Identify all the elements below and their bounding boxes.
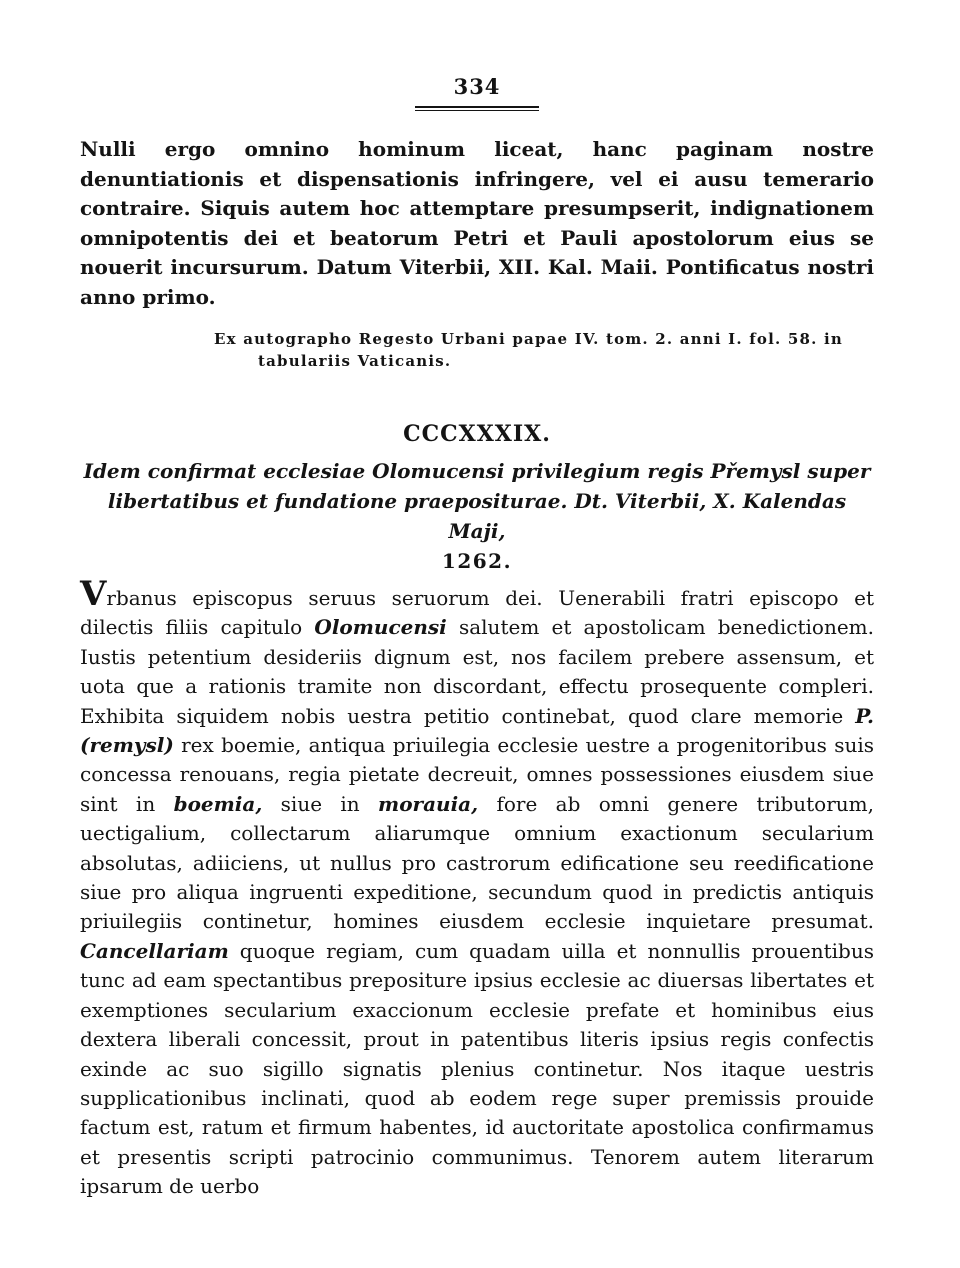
body-italic-cancellariam: Cancellariam [80, 938, 229, 963]
page-number: 334 [453, 74, 501, 99]
summary-year: 1262. [441, 549, 513, 573]
summary-text: Idem confirmat ecclesiae Olomucensi privilegium regis Přemysl super libertatibus et fundatione praepositurae. Dt. Viterbii, X. Kalendas Maji, [83, 459, 871, 543]
opening-paragraph: Nulli ergo omnino hominum liceat, hanc paginam nostre denuntiationis et dispensationis infringere, vel ei ausu temerario contraire. Siquis autem hoc attemptare presumpserit, indignationem omnipotentis dei et beatorum Petri et Pauli apostolorum eius se nouerit incursurum. Datum Viterbii, XII. Kal. Maii. Pontificatus nostri anno primo. [80, 137, 874, 309]
source-note-line1: Ex autographo Regesto Urbani papae IV. tom. 2. anni I. fol. 58. in [214, 330, 843, 348]
body-part1: rbanus episcopus seruus seruorum dei. Uenerabili fratri episcopo et dilectis filiis capitulo [80, 586, 874, 640]
body-part5: fore ab omni genere tributorum, uectigalium, collectarum aliarumque omnium exactionum secularium absolutas, adiiciens, ut nullus pro castrorum edificatione seu reedificatione siue pro aliqua ingruenti expeditione, secundum quod in predictis antiquis priuilegiis continetur, homines eiusdem ecclesie inquietare presumat. [80, 791, 874, 934]
page [80, 72, 874, 1222]
body-part4: siue in [262, 791, 379, 816]
body-italic-olomucensi: Olomucensi [314, 615, 447, 640]
source-note [214, 328, 876, 372]
dropcap: V [80, 574, 107, 614]
body-italic-morauia: morauia, [378, 791, 479, 816]
body-italic-boemia: boemia, [173, 791, 263, 816]
body-part2: salutem et apostolicam benedictionem. Iustis petentium desideriis dignum est, nos facilem prebere assensum, et uota que a rationis tramite non discordant, effectu prosequente compleri. Exhibita siquidem nobis uestra petitio continebat, quod clare memorie [80, 615, 875, 728]
body-part6: quoque regiam, cum quadam uilla et nonnullis prouentibus tunc ad eam spectantibus prepositure ipsius ecclesie ac diuersas libertates et exemptiones secularium exaccionum ecclesie prefate et hominibus eius dextera liberali concessit, prout in patentibus literis ipsius regis confectis exinde ac suo sigillo signatis plenius continetur. Nos itaque uestris supplicationibus inclinati, quod ab eodem rege super premissis prouide factum est, ratum et firmum habentes, id auctoritate apostolica confirmamus et presentis scripti patrocinio communimus. Tenorem autem literarum ipsarum de uerbo [80, 938, 874, 1199]
body-part3: rex boemie, antiqua priuilegia ecclesie uestre a progenitoribus suis concessa renouans, regia pietate decreuit, omnes possessiones eiusdem siue sint in [80, 733, 874, 816]
source-note-line2: tabulariis Vaticanis. [258, 352, 452, 370]
header-rule [415, 106, 539, 111]
body-text [80, 574, 875, 1202]
document-summary [80, 456, 874, 576]
document-number: CCCXXXIX. [403, 421, 551, 447]
body-italic-premysl: P.(remysl) [80, 703, 874, 758]
